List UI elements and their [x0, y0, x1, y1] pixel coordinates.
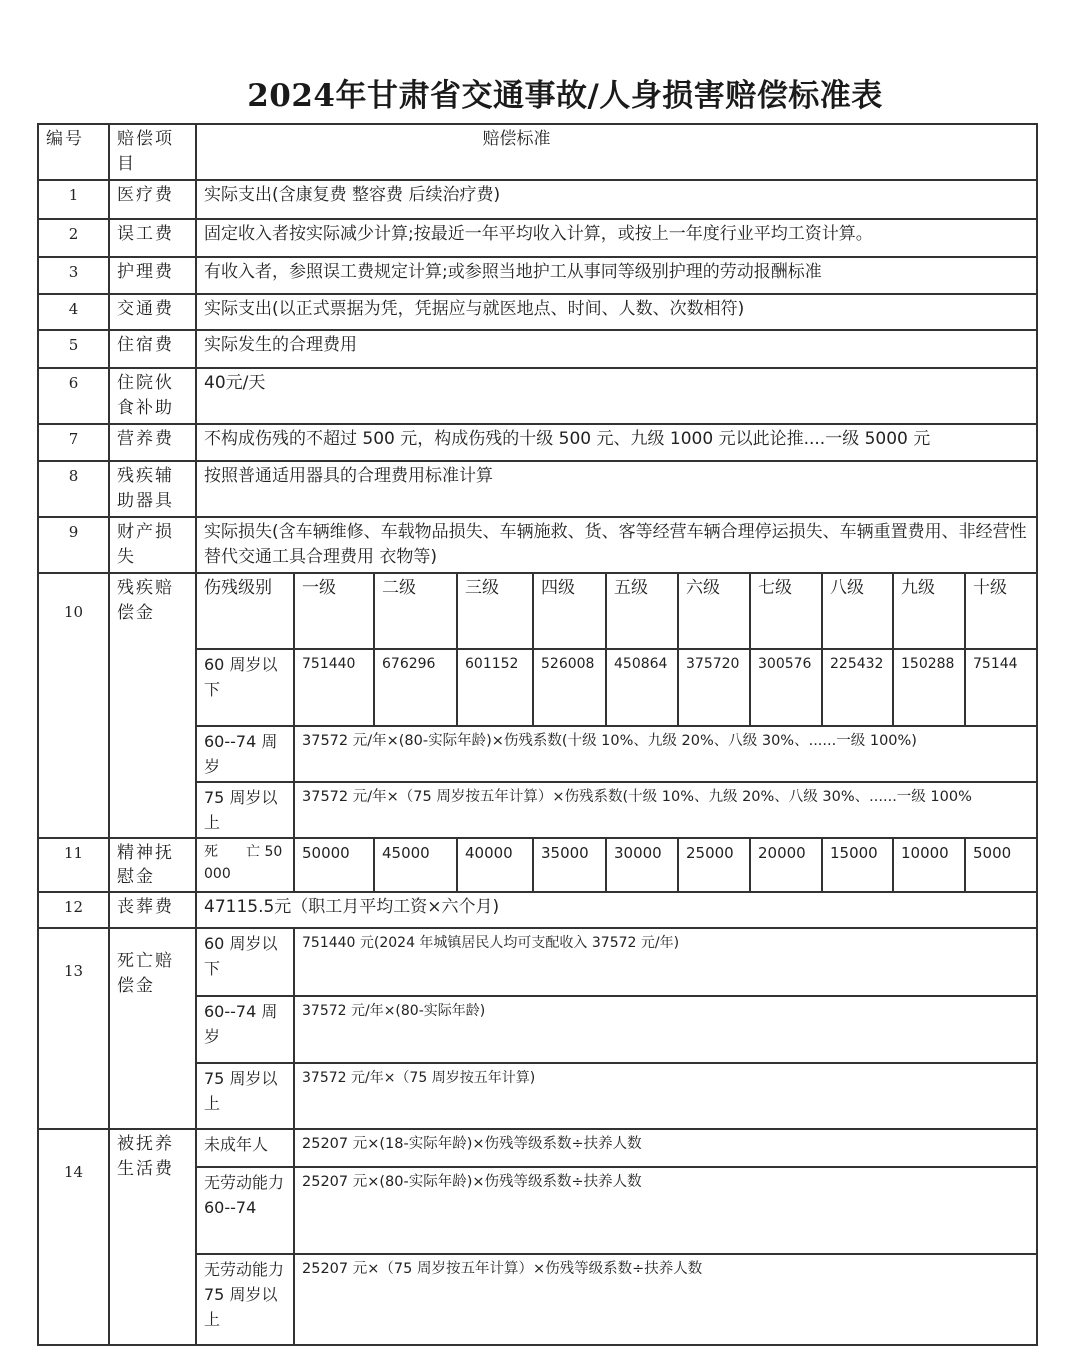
row-standard: 37572 元/年×（75 周岁按五年计算) — [294, 1063, 1037, 1129]
document-title: 2024年甘肃省交通事故/人身损害赔偿标准表 — [247, 78, 883, 114]
row-number: 9 — [38, 517, 109, 573]
header-standard-label: 赔偿标准 — [482, 129, 551, 149]
value-cell: 676296 — [374, 649, 457, 726]
row-number: 11 — [38, 838, 109, 892]
row-standard: 固定收入者按实际减少计算;按最近一年平均收入计算，或按上一年度行业平均工资计算。 — [196, 219, 1037, 257]
row-number: 7 — [38, 424, 109, 461]
grade-3: 三级 — [457, 573, 533, 649]
row-item: 交通费 — [109, 294, 196, 330]
grade-8: 八级 — [822, 573, 893, 649]
row-item: 住宿费 — [109, 330, 196, 368]
grade-7: 七级 — [750, 573, 822, 649]
table-row — [38, 257, 1037, 294]
table-row — [38, 461, 1037, 517]
row-item: 精神抚慰金 — [109, 838, 196, 892]
row-standard: 有收入者，参照误工费规定计算;或参照当地护工从事同等级别护理的劳动报酬标准 — [196, 257, 1037, 294]
value-cell: 450864 — [606, 649, 678, 726]
row-standard: 37572 元/年×(80-实际年龄) — [294, 996, 1037, 1063]
value-cell: 150288 — [893, 649, 965, 726]
grade-10: 十级 — [965, 573, 1037, 649]
compensation-table — [37, 123, 1038, 1346]
row-item: 财产损失 — [109, 517, 196, 573]
table-row — [38, 219, 1037, 257]
age-label: 无劳动能力 60--74 — [196, 1167, 294, 1254]
table-row — [38, 330, 1037, 368]
dependent-minor-row — [38, 1129, 1037, 1167]
row-number: 2 — [38, 219, 109, 257]
row-standard: 25207 元×(80-实际年龄)×伤残等级系数÷扶养人数 — [294, 1167, 1037, 1254]
age-label: 60--74 周岁 — [196, 726, 294, 782]
row-item: 被抚养生活费 — [109, 1129, 196, 1345]
grade-label: 伤残级别 — [196, 573, 294, 649]
formula-cell: 37572 元/年×(80-实际年龄)×伤残系数(十级 10%、九级 20%、八级 30%、......一级 100%) — [294, 726, 1037, 782]
row-number: 10 — [38, 573, 109, 838]
mental-row — [38, 838, 1037, 892]
header-no: 编号 — [38, 124, 109, 180]
row-item: 丧葬费 — [109, 892, 196, 928]
row-standard: 实际支出(以正式票据为凭，凭据应与就医地点、时间、人数、次数相符) — [196, 294, 1037, 330]
value-cell: 225432 — [822, 649, 893, 726]
grade-4: 四级 — [533, 573, 606, 649]
age-label: 无劳动能力 75 周岁以上 — [196, 1254, 294, 1345]
value-cell: 15000 — [822, 838, 893, 892]
row-standard: 40元/天 — [196, 368, 1037, 424]
table-row — [38, 424, 1037, 461]
row-standard: 按照普通适用器具的合理费用标准计算 — [196, 461, 1037, 517]
value-cell: 300576 — [750, 649, 822, 726]
row-number: 12 — [38, 892, 109, 928]
row-item: 护理费 — [109, 257, 196, 294]
death-label: 死 亡 50000 — [196, 838, 294, 892]
value-cell: 30000 — [606, 838, 678, 892]
row-item: 住院伙食补助 — [109, 368, 196, 424]
formula-cell: 37572 元/年×（75 周岁按五年计算）×伤残系数(十级 10%、九级 20%、八级 30%、......一级 100% — [294, 782, 1037, 838]
table-header-row — [38, 124, 1037, 180]
table-row — [38, 294, 1037, 330]
grade-5: 五级 — [606, 573, 678, 649]
disability-grade-row — [38, 573, 1037, 649]
age-label: 75 周岁以上 — [196, 782, 294, 838]
row-number: 13 — [38, 928, 109, 1129]
grade-2: 二级 — [374, 573, 457, 649]
grade-9: 九级 — [893, 573, 965, 649]
row-number: 5 — [38, 330, 109, 368]
row-item: 残疾赔偿金 — [109, 573, 196, 838]
age-label: 60 周岁以下 — [196, 928, 294, 996]
row-standard: 实际损失(含车辆维修、车载物品损失、车辆施救、货、客等经营车辆合理停运损失、车辆重置费用、非经营性替代交通工具合理费用 衣物等) — [196, 517, 1037, 573]
row-item: 医疗费 — [109, 180, 196, 219]
row-standard: 47115.5元（职工月平均工资×六个月) — [196, 892, 1037, 928]
value-cell: 35000 — [533, 838, 606, 892]
row-item: 死亡赔偿金 — [109, 928, 196, 1129]
age-label: 75 周岁以上 — [196, 1063, 294, 1129]
value-cell: 375720 — [678, 649, 750, 726]
header-item: 赔偿项目 — [109, 124, 196, 180]
row-number: 1 — [38, 180, 109, 219]
age-label: 未成年人 — [196, 1129, 294, 1167]
table-row — [38, 180, 1037, 219]
value-cell: 75144 — [965, 649, 1037, 726]
table-row — [38, 517, 1037, 573]
value-cell: 25000 — [678, 838, 750, 892]
row-standard: 实际支出(含康复费 整容费 后续治疗费) — [196, 180, 1037, 219]
value-cell: 10000 — [893, 838, 965, 892]
value-cell: 5000 — [965, 838, 1037, 892]
row-item: 残疾辅助器具 — [109, 461, 196, 517]
funeral-row — [38, 892, 1037, 928]
header-standard — [196, 124, 1037, 180]
row-standard: 25207 元×(18-实际年龄)×伤残等级系数÷扶养人数 — [294, 1129, 1037, 1167]
row-number: 8 — [38, 461, 109, 517]
row-standard: 实际发生的合理费用 — [196, 330, 1037, 368]
row-number: 6 — [38, 368, 109, 424]
death-under60-row — [38, 928, 1037, 996]
value-cell: 20000 — [750, 838, 822, 892]
grade-6: 六级 — [678, 573, 750, 649]
value-cell: 40000 — [457, 838, 533, 892]
row-number: 14 — [38, 1129, 109, 1345]
value-cell: 50000 — [294, 838, 374, 892]
value-cell: 45000 — [374, 838, 457, 892]
value-cell: 751440 — [294, 649, 374, 726]
grade-1: 一级 — [294, 573, 374, 649]
row-number: 4 — [38, 294, 109, 330]
row-item: 误工费 — [109, 219, 196, 257]
row-number: 3 — [38, 257, 109, 294]
value-cell: 526008 — [533, 649, 606, 726]
age-label: 60--74 周岁 — [196, 996, 294, 1063]
row-standard: 不构成伤残的不超过 500 元，构成伤残的十级 500 元、九级 1000 元以此论推....一级 5000 元 — [196, 424, 1037, 461]
row-standard: 25207 元×（75 周岁按五年计算）×伤残等级系数÷扶养人数 — [294, 1254, 1037, 1345]
age-label: 60 周岁以下 — [196, 649, 294, 726]
value-cell: 601152 — [457, 649, 533, 726]
row-item: 营养费 — [109, 424, 196, 461]
table-row — [38, 368, 1037, 424]
row-standard: 751440 元(2024 年城镇居民人均可支配收入 37572 元/年) — [294, 928, 1037, 996]
